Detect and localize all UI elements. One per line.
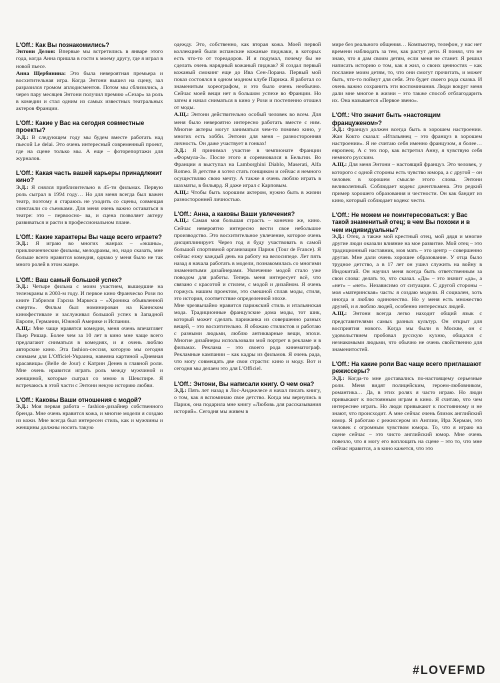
speaker-label: Э.Д.:: [16, 283, 33, 290]
interview-question: L'Off.: Какая часть вашей карьеры принадлежит кино?: [16, 169, 163, 185]
interview-question: L'Off.: Каковы Ваши отношения с модой?: [16, 396, 142, 404]
interview-block: [16, 120, 163, 163]
interview-answer: [174, 148, 321, 190]
interview-answer: [332, 311, 482, 353]
answer-text: В следующем году мы будем вместе работать над пьесой Le delai. Это очень интересный современный проект, где на сцене только мы. А еще – фоторепортажи для журналов.: [16, 134, 163, 162]
interview-question: L'Off.: На какие роли Вас чаще всего приглашают режиссеры?: [332, 360, 482, 376]
interview-answer: [174, 303, 321, 373]
speaker-label: Э.Д.:: [332, 375, 348, 382]
speaker-label: Э.Д.:: [16, 404, 32, 411]
interview-answer: [16, 326, 163, 389]
answer-text: Чтобы быть хорошим актером, нужно быть в жизни разносторонней личностью.: [174, 189, 321, 204]
answer-text: Я снялся приблизительно в 45-ти фильмах. Первую роль сыграл в 1994 году… Но для меня всегда был важен театр, поэтому я стараюсь не уходить со сцены, совмещая спектакли со съемками. Для меня очень важно оставаться в театре: это – первоосно- ва, и сцена позволяет актеру развиваться и расти в профессиональном плане.: [16, 184, 163, 226]
answer-text: Четыре фильма с моим участием, вышедшие на телеэкраны в 2003-м году. И первое кино Франческо Рози по книге Габриэля Гарсиа Маркеса – «Хроника объявленной смерти». Фильм был номинирован на Каннском кинофестивале и заслуживал большой успех в Западной Европе, Германии, Южной Америке и Испании.: [16, 283, 163, 326]
interview-answer: [174, 190, 321, 204]
interview-answer: [16, 135, 163, 163]
watermark: #LOVEFMD: [412, 663, 486, 677]
answer-text: Мне чрезвычайно нравится парижский стиль и итальянская мода. Традиционные французские дома моды, тот шик, который может сделать парижанка из совершенно разных вещей, – это восхитительно. Я обожаю стилистов и работаю с разными людьми, люблю антикварные вещи, эпохи. Многие дизайнеры использовали мой портрет в рекламе и в фильмах. Реклама – это своего рода кинематограф. Рекламные кампании – как кадры из фильмов. Я очень рада, что могу совмещать две свои страсти: кино и моду. Вот и сегодня мы делаем это для L'Officiel.: [174, 303, 321, 373]
answer-text: Моя первая работа – fashion-дизайнер собственного бренда. Мне очень нравится кожа, и многие модели я создаю из кожи. Мне всегда был интересен стиль, как и мужчины и женщины должны носить такую: [16, 404, 163, 432]
interview-answer: [332, 127, 482, 162]
interview-answer: [16, 404, 163, 432]
interview-question: L'Off.: Какие характеры Вы чаще всего играете?: [16, 233, 162, 241]
interview-answer: [16, 49, 163, 70]
speaker-label: Э.Д.:: [16, 134, 32, 141]
interview-block: [174, 211, 321, 373]
interview-answer: [16, 241, 163, 269]
interview-answer: [16, 284, 163, 326]
interview-answer: [174, 388, 321, 416]
interview-answer: [332, 376, 482, 454]
interview-question: L'Off.: Энтони, Вы написали книгу. О чем она?: [174, 380, 315, 388]
answer-text: Я играю во многих жанрах – «экшны», приключенческие фильмы, мелодрамы, но, надо сказать, мне больше всего нравится комедия, однако у меня было не так много ролей в этом жанре.: [16, 241, 163, 269]
speaker-label: А.Щ.:: [174, 218, 193, 225]
interview-block: [16, 277, 163, 390]
interview-answer: [16, 185, 163, 227]
speaker-label: А.Щ.:: [332, 162, 349, 169]
answer-text: Самая моя большая страсть – конечно же, кино. Сейчас невероятно интересно вести свое небольшое производство. Это восхитительное увлечение, которое очень дисциплинирует. Через год я буду участвовать в самой большой спортивной организации Париж (Tour de France). Я сейчас езжу каждый день на работу на велосипеде. Лет пять назад я начала работать в модели, познакомилась со многими знаменитыми дизайнерами. Увлечение модой стало уже поводом для работы. Теперь меня интересует всё, что связано с красотой и стилем, с модой и дизайном. Я очень горжусь нашим проектом, это смешной сплав моды, стиля, это история, соответствие определенной эпохе.: [174, 218, 321, 302]
speaker-label: Э.Д.:: [174, 387, 189, 394]
answer-text: Я принимал участие в чемпионате Франции «Формула-3». После этого я соревновался в Бельгии. Во Франции я выступал на Lamborghini Diablo, Maserati, Alfa Romeo. В детстве я хотел стать гонщиком и сейчас я немного осуществляю свою мечту. А также я очень люблю играть в шахматы, в бильярд. Я даже играл с Карповым.: [174, 147, 321, 189]
interview-block: [16, 42, 163, 113]
speaker-label: А.Щ.:: [174, 189, 192, 196]
column-right: [332, 42, 482, 671]
speaker-label: Э.Д.:: [16, 241, 36, 248]
interview-block: [174, 42, 321, 204]
column-middle: [174, 42, 321, 671]
interview-answer: [174, 218, 321, 303]
speaker-label: А.Щ.:: [332, 311, 353, 318]
interview-block: [332, 361, 482, 453]
answer-text: Для меня Энтони – настоящий француз. Это человек, у которого с одной стороны есть чувство юмора, а с другой – он человек в хорошем смысле этого слова. Энтони великолепный. Соблюдает кодекс джентльмена. Это редкий пример хорошего образования и честности. Он как бандит из кино, который соблюдает кодекс чести.: [332, 162, 482, 204]
interview-question: L'Off.: Не можем не поинтересоваться: у Вас такой знаменитый отец; в чем Вы похожи и в чем индивидуальны?: [332, 211, 470, 234]
interview-block: [16, 234, 163, 270]
interview-block: [16, 397, 163, 433]
column-left: [16, 42, 163, 671]
answer-text: Когда-то мне доставались по-настоящему серьезные роли. Меня видят полицейским, героем-любовником, романтика… Да, в этих ролях я часто играю. Но люди привыкают к постоянным играм в кино. Я считаю, что чем интереснее играть. Но люди привыкают к постоянному и не знают, что происходит. А мне сейчас очень близок английский юмор. Я работаю с режиссером из Англии, Ира Херман, это человек с огромным чувством юмора. То, что я играю на сцене сейчас – это чисто английский юмор. Мне очень повезло, что я могу его воплощать на сцене – это то, что мне сейчас нравится, а в кино кажется, что это: [332, 375, 482, 453]
interview-answer: [332, 42, 482, 105]
answer-text: Пять лет назад в Лос-Анджелесе я начал писать книгу, о том, как я вспоминаю свое детство. Когда мы вернулись в Париж, она подарила мне книгу «Любовь для рассказывания историй». Сегодня мы живем в: [174, 387, 321, 416]
interview-block: [332, 112, 482, 204]
speaker-label: Э.Д.:: [332, 233, 347, 240]
answer-text: Энтони всегда легко находит общий язык с представителями самых разных культур. Он открыт для восприятия нового. Когда мы были в Москве, он с удовольствием пробовал русскую кухню, общался с незнакомыми людьми, что обычно не очень свойственно для знаменитостей.: [332, 311, 482, 353]
speaker-label: Э.Д.:: [332, 127, 348, 134]
speaker-label: Анна Щербинина:: [16, 70, 71, 77]
interview-question: L'Off.: Какие у Вас на сегодня совместные проекты?: [16, 119, 145, 135]
interview-question: L'Off.: Как Вы познакомились?: [16, 42, 110, 49]
interview-question: L'Off.: Ваш самый большой успех?: [16, 276, 122, 284]
answer-text: Это была невероятная премьера и восхитительная игра. Когда Энтони вышел на сцену, зал разразился громом аплодисментов. Потом мы сблизились, а через пару месяцев Энтони получил премию «Сезар» за роль в комедии и стал одним из самых известных театральных актеров Франции.: [16, 70, 163, 112]
interview-answer: [332, 162, 482, 204]
interview-answer: [16, 71, 163, 113]
interview-answer: [332, 234, 482, 312]
answer-text: Впервые мы встретились в январе этого года, когда Анна пришла в гости к моему другу, где я играл в новой пьесе.: [16, 49, 163, 70]
answer-text: одежду. Это, собственно, как вторая кожа. Моей первой коллекцией были испанские кожаные пиджаки, в которых есть что-то от тореадоров. И я подумал, почему бы не сделать очень нарядный кожаный пиджак? Я создал первый кожаный смокинг еще до Ива Сен-Лорана. Первый мой показ состоялся в одном модном клубе Парижа. Я работал со знаменитым хореографом, и это было очень необычно. Сейчас моей вещи нет в большом успехе во Франции. Но затем я начал сниматься в кино у Рози и постепенно отошел от моды.: [174, 42, 321, 112]
interview-answer: [174, 112, 321, 147]
interview-question: L'Off.: Что значит быть «настоящим француженом»?: [332, 112, 441, 127]
speaker-label: А.Щ.:: [16, 326, 34, 333]
interview-block: [174, 381, 321, 417]
speaker-label: Э.Д.:: [16, 184, 32, 191]
interview-block: [332, 212, 482, 354]
interview-block: [16, 170, 163, 227]
answer-text: мире без реального общения… Компьютер, телефон, у нас нет времени наблюдать за тем, как растут дети. Я понял, что не знаю, что я дам своим детям, если меня не станет. Я решил написать историю о том, как я жил, о своих ценностях – как послание моим детям, то, что они смогут прочитать, и может быть, что-то поймут для себя. Это будет своего рода сказка. И очень важно сохранить эти воспоминания. Люди вокруг меня дали мне многое в жизни – это также способ отблагодарить их. Она называется «Первое звено».: [332, 42, 482, 105]
answer-text: Мне чаще нравятся комедии, меня очень впечатляет Пьер Ришар. Более чем за 10 лет в кино мне чаще всего предлагают сниматься в комедиях, и я очень люблю авторские кино. Эта fashion-сессия, которую мы сегодня снимаем для L'Officiel-Украина, навеяна картиной «Дневная красавица» (Belle de Jour) с Катрин Денев в главной роли. Мне очень нравится играть роль между мужчиной и женщиной, которые сыграл со мною в Шекспире. Я встречаюсь в этой части с Энтони некую историю любви.: [16, 326, 163, 389]
answer-text: Отец, а также мой крестный отец, мой дядя и многие другие люди оказали влияние на мое развитие. Мой отец – это традиционный наставник, моя мать – это центр – совершенно другая. Мне дали очень хорошее образование. У отца было трудное детство, а в 17 лет он ушел служить на войну в Индокитай. Он научил меня всегда быть ответственным за свои слова: делать то, что сказал. «Да» – это значит «да», а «нет» – «нет». Независимо от ситуации. С другой стороны – моя «материнская» часть: я создаю модели. Я социален, хоть иногда и люблю одиночество. Но у меня есть множество друзей, и я люблю людей, особенно интересных людей.: [332, 233, 482, 311]
speaker-label: Энтони Делон:: [16, 49, 59, 56]
interview-block: [332, 42, 482, 105]
speaker-label: А.Щ.:: [174, 112, 192, 119]
answer-text: Энтони действительно особый человек во всем. Для меня было невероятно интересно работать вместе с ним. Многие актеры могут заниматься чем-то помимо кино, у многих есть хобби. Энтони для меня – разносторонняя личность. Он даже участвует в гонках!: [174, 112, 321, 147]
answer-text: Француз должен всегда быть в хорошем настроении. Жан Кокто сказал: «Итальянец – это француз в хорошем настроении». Я не считаю себя именно французом, я более… европеец. А с тех пор, как встретил Анну, я чувствую себя немного русским.: [332, 127, 482, 162]
speaker-label: Э.Д.:: [174, 147, 193, 154]
interview-answer: [174, 42, 321, 112]
interview-question: L'Off.: Анна, а каковы Ваши увлечения?: [174, 211, 295, 219]
